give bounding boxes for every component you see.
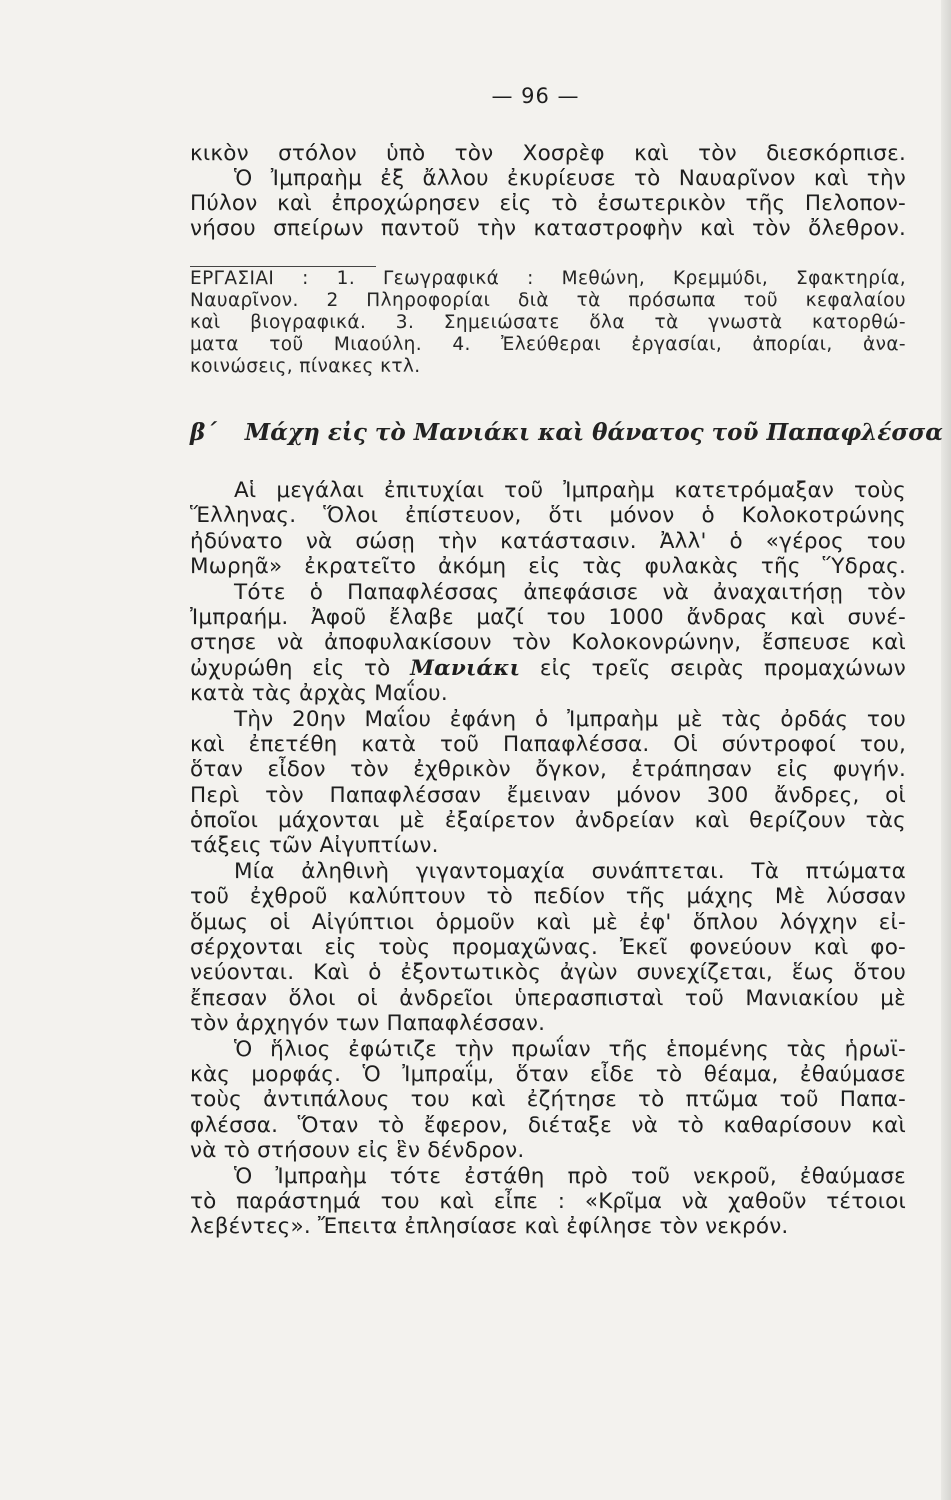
exercise-line: καὶ βιογραφικά. 3. Σημειώσατε ὅλα τὰ γνωστὰ κατορθώ- [190,312,906,333]
exercise-line: ΕΡΓΑΣΙΑΙ : 1. Γεωγραφικά : Μεθώνη, Κρεμμύδι, Σφακτηρία, [190,268,906,289]
text-line: τάξεις τῶν Αἰγυπτίων. [190,833,439,859]
text-line: ὅταν εἶδον τὸν ἐχθρικὸν ὄγκον, ἐτράπησαν εἰς φυγήν. [190,757,906,783]
text-line: Τὴν 20ην Μαΐου ἐφάνη ὁ Ἰμπραὴμ μὲ τὰς ὀρδάς του [234,706,906,732]
text-line: ὁποῖοι μάχονται μὲ ἐξαίρετον ἀνδρείαν καὶ θερίζουν τὰς [190,808,906,834]
page-edge [941,0,951,1500]
section-number: β΄ [190,419,217,446]
text-line: κὰς μορφάς. Ὁ Ἰμπραΐμ, ὅταν εἶδε τὸ θέαμα, ἐθαύμασε [190,1061,906,1087]
text-line: Ἰμπραήμ. Ἀφοῦ ἔλαβε μαζί του 1000 ἄνδρας καὶ συνέ- [190,604,906,630]
text-line: στησε νὰ ἀποφυλακίσουν τὸν Κολοκονρώνην, ἔσπευσε καὶ [190,630,906,656]
text-line: Ὁ Ἰμπραὴμ ἐξ ἄλλου ἐκυρίευσε τὸ Ναυαρῖνον καὶ τὴν [234,166,906,191]
text-line: Τότε ὁ Παπαφλέσσας ἀπεφάσισε νὰ ἀναχαιτήσῃ τὸν [234,579,906,605]
text-line: νήσου σπείρων παντοῦ τὴν καταστροφὴν καὶ τὸν ὄλεθρον. [190,216,906,241]
exercise-line: κοινώσεις, πίνακες κτλ. [190,356,421,377]
text-line: Ἕλληνας. Ὅλοι ἐπίστευον, ὅτι μόνον ὁ Κολοκοτρώνης [190,503,906,529]
exercise-line: ματα τοῦ Μιαούλη. 4. Ἐλεύθεραι ἐργασίαι, ἀπορίαι, ἀνα- [190,334,906,355]
text-line: τοὺς ἀντιπάλους του καὶ ἐζήτησε τὸ πτῶμα τοῦ Παπα- [190,1087,906,1113]
text-line: ἔπεσαν ὅλοι οἱ ἀνδρεῖοι ὑπερασπισταὶ τοῦ Μανιακίου μὲ [190,985,906,1011]
text-line: τὸν ἀρχηγόν των Παπαφλέσσαν. [190,1011,546,1037]
text-line: Πύλον καὶ ἐπροχώρησεν εἰς τὸ ἐσωτερικὸν τῆς Πελοπον- [190,191,906,216]
text-line: Περὶ τὸν Παπαφλέσσαν ἔμειναν μόνον 300 ἄνδρες, οἱ [190,782,906,808]
section-divider [190,266,376,267]
text-line [190,656,906,681]
text-line: φλέσσα. Ὅταν τὸ ἔφερον, διέταξε νὰ τὸ καθαρίσουν καὶ [190,1112,906,1138]
text-line: ὅμως οἱ Αἰγύπτιοι ὁρμοῦν καὶ μὲ ἐφ' ὅπλου λόγχην εἰ- [190,909,906,935]
section-heading [190,416,943,450]
text-line: τοῦ ἐχθροῦ καλύπτουν τὸ πεδίον τῆς μάχης Μὲ λύσσαν [190,884,906,910]
text-line: Μωρηᾶ» ἐκρατεῖτο ἀκόμη εἰς τὰς φυλακὰς τῆς Ὕδρας. [190,554,906,580]
text-line: ἠδύνατο νὰ σώσῃ τὴν κατάστασιν. Ἀλλ' ὁ «γέρος του [190,528,906,554]
page-number: — 96 — [491,84,580,108]
exercise-line: Ναυαρῖνον. 2 Πληροφορίαι διὰ τὰ πρόσωπα τοῦ κεφαλαίου [190,290,906,311]
text-line: σέρχονται εἰς τοὺς προμαχῶνας. Ἐκεῖ φονεύουν καὶ φο- [190,935,906,961]
text-line: κατὰ τὰς ἀρχὰς Μαΐου. [190,681,448,707]
text-fragment: εἰς τρεῖς σειρὰς προμαχώνων [539,655,906,681]
intro-paragraph [190,141,906,241]
text-line: κικὸν στόλον ὑπὸ τὸν Χοσρὲφ καὶ τὸν διεσκόρπισε. [190,141,906,166]
text-line: νὰ τὸ στήσουν εἰς ἓν δένδρον. [190,1138,525,1164]
text-line: τὸ παράστημά του καὶ εἶπε : «Κρῖμα νὰ χαθοῦν τέτοιοι [190,1188,906,1214]
exercises-note [190,268,906,378]
text-line: Ὁ ἥλιος ἐφώτιζε τὴν πρωΐαν τῆς ἑπομένης τὰς ἡρωϊ- [234,1036,906,1062]
place-name-maniaki: Μανιάκι [410,655,521,681]
text-fragment: ὠχυρώθη εἰς τὸ [190,655,391,681]
text-line: Ὁ Ἰμπραὴμ τότε ἐστάθη πρὸ τοῦ νεκροῦ, ἐθαύμασε [234,1163,906,1189]
text-line: Αἱ μεγάλαι ἐπιτυχίαι τοῦ Ἰμπραὴμ κατετρόμαξαν τοὺς [234,478,906,503]
text-line: λεβέντες». Ἔπειτα ἐπλησίασε καὶ ἐφίλησε τὸν νεκρόν. [190,1214,789,1240]
text-line: Μία ἀληθινὴ γιγαντομαχία συνάπτεται. Τὰ πτώματα [234,858,906,884]
text-line: νεύονται. Καὶ ὁ ἐξοντωτικὸς ἀγὼν συνεχίζεται, ἕως ὅτου [190,960,906,986]
body-text [190,478,906,1240]
text-line: καὶ ἐπετέθη κατὰ τοῦ Παπαφλέσσα. Οἱ σύντροφοί του, [190,731,906,757]
section-title: Μάχη εἰς τὸ Μανιάκι καὶ θάνατος τοῦ Παπαφλέσσα [244,419,943,446]
